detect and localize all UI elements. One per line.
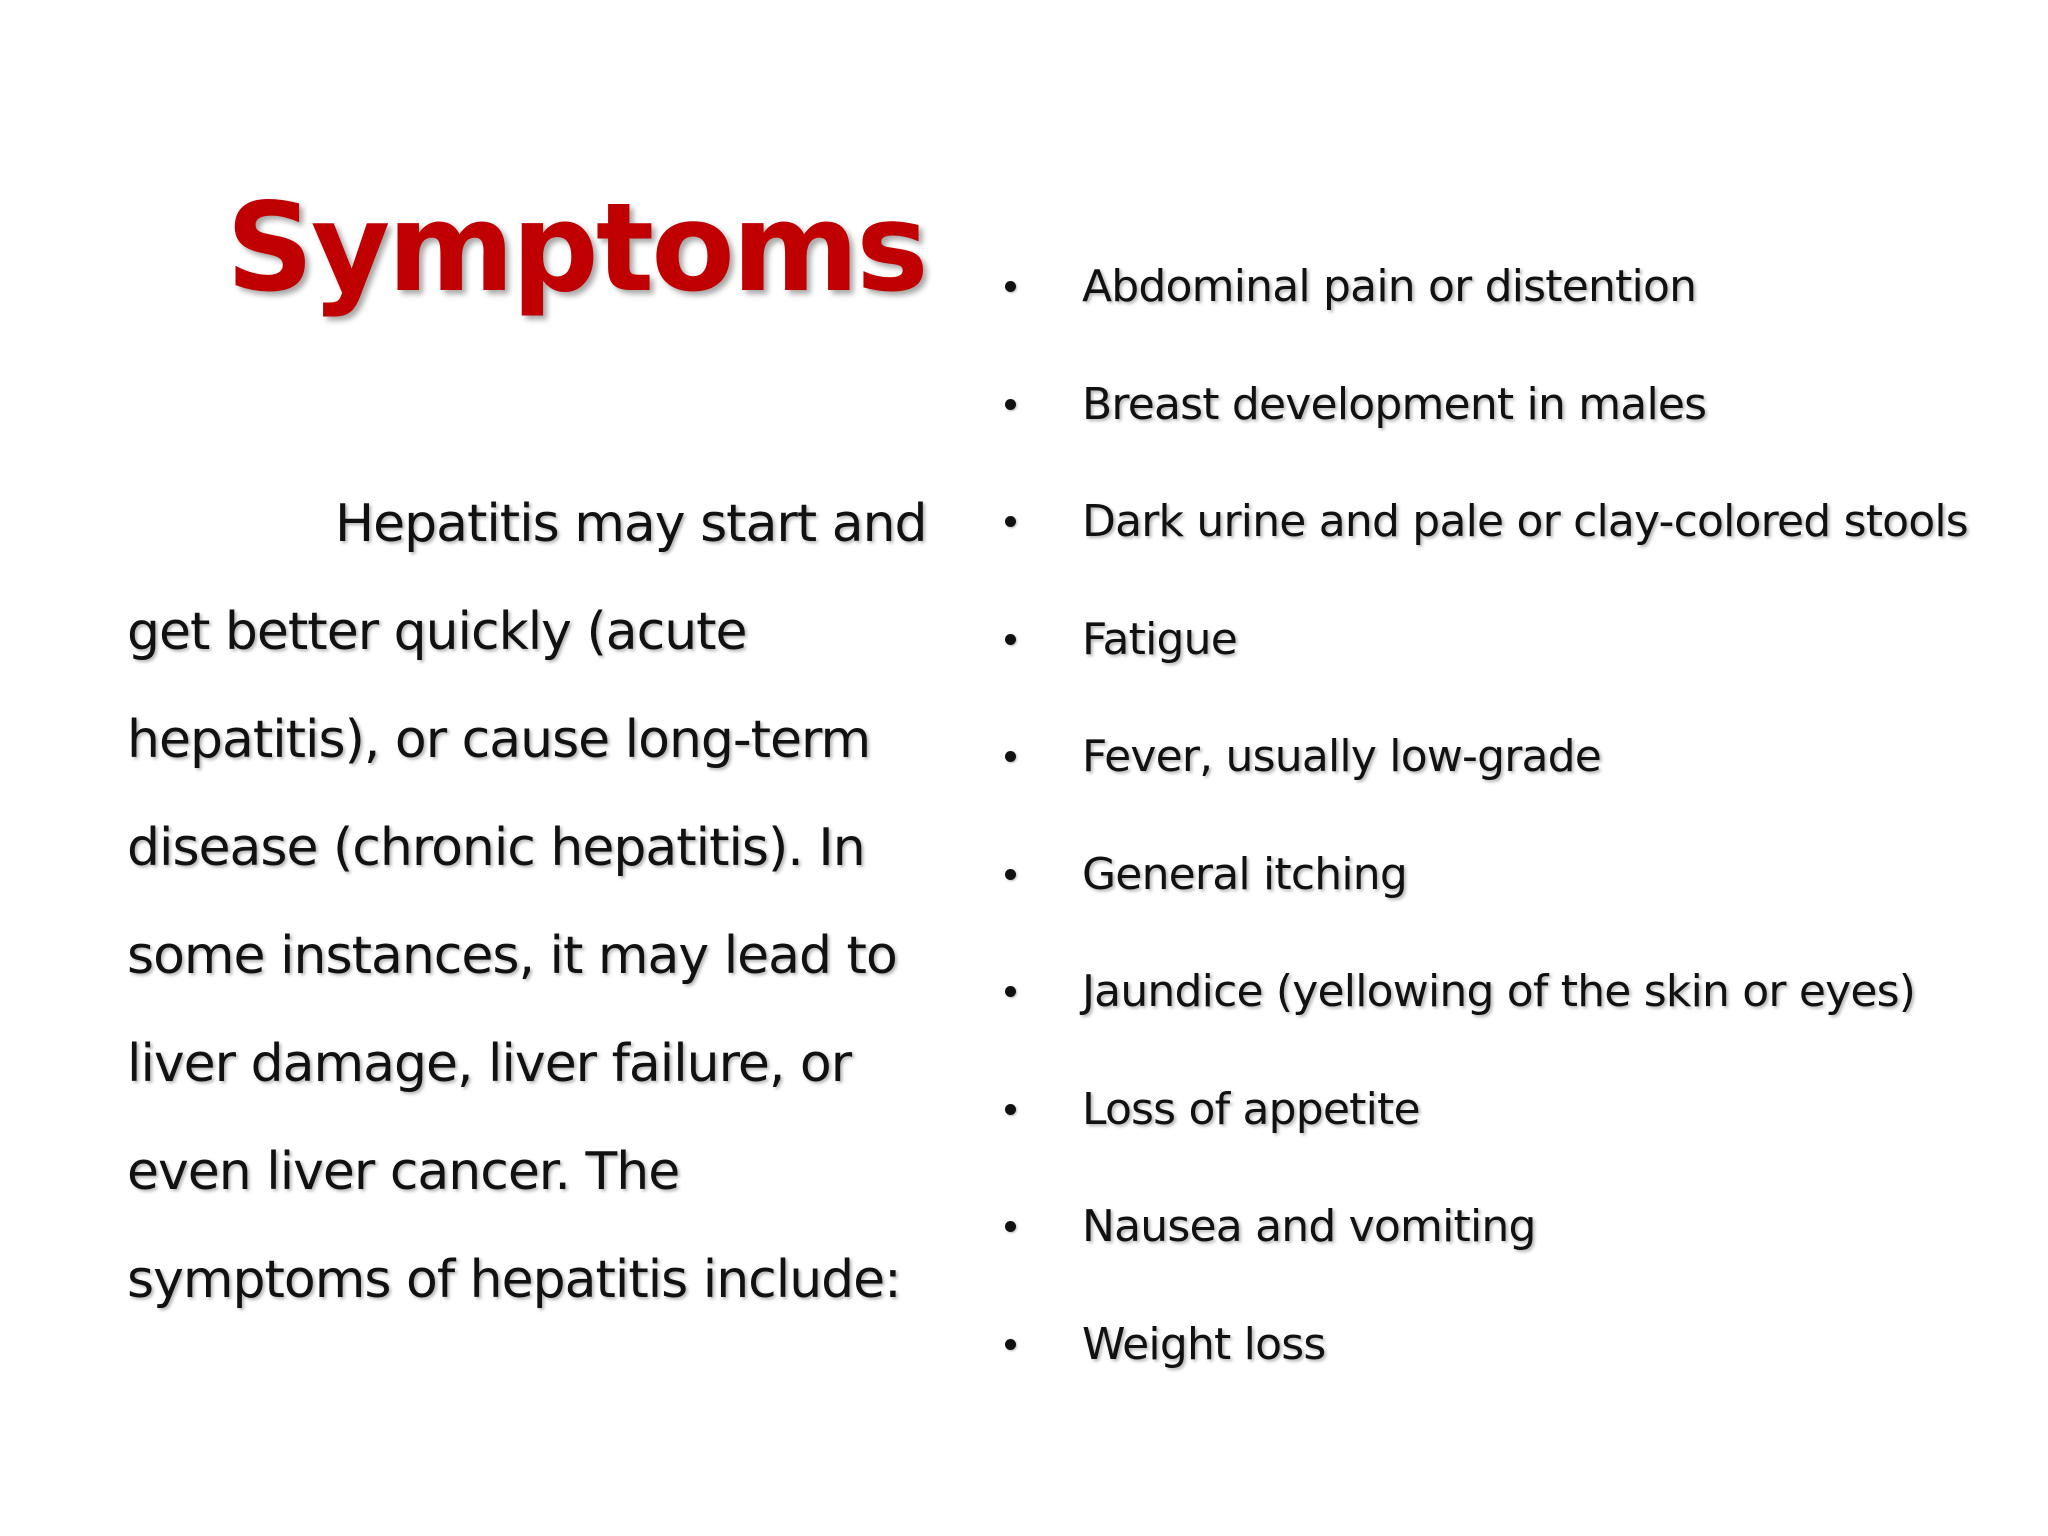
bullet-icon: [1005, 986, 1016, 997]
symptom-text: Abdominal pain or distention: [1082, 261, 1697, 313]
bullet-icon: [1005, 1339, 1016, 1350]
list-item: [1000, 228, 2010, 346]
bullet-icon: [1005, 1104, 1016, 1115]
symptom-text: Nausea and vomiting: [1082, 1201, 1536, 1253]
list-item: [1000, 581, 2010, 699]
symptom-text: Jaundice (yellowing of the skin or eyes): [1082, 966, 1916, 1018]
symptom-text: Fatigue: [1082, 613, 1237, 665]
bullet-icon: [1005, 634, 1016, 645]
symptom-text: Weight loss: [1082, 1318, 1326, 1370]
symptom-text: Loss of appetite: [1082, 1083, 1420, 1135]
bullet-icon: [1005, 399, 1016, 410]
bullet-icon: [1005, 1221, 1016, 1232]
bullet-icon: [1005, 516, 1016, 527]
list-item: [1000, 698, 2010, 816]
list-item: [1000, 816, 2010, 934]
bullet-icon: [1005, 751, 1016, 762]
list-item: [1000, 1286, 2010, 1404]
list-item: [1000, 1168, 2010, 1286]
intro-paragraph: Hepatitis may start and get better quickly (acute hepatitis), or cause long-term disease (chronic hepatitis). In some instances, it may lead to liver damage, liver failure, or even liver cancer. The symptoms of hepatitis include:: [127, 494, 927, 1310]
list-item: [1000, 933, 2010, 1051]
symptom-text: Dark urine and pale or clay-colored stools: [1082, 496, 1968, 548]
symptom-text: General itching: [1082, 848, 1407, 900]
symptom-text: Fever, usually low-grade: [1082, 731, 1602, 783]
list-item: [1000, 1051, 2010, 1169]
symptom-list: [1000, 228, 2010, 1403]
bullet-icon: [1005, 869, 1016, 880]
slide-title: Symptoms: [226, 177, 926, 319]
list-item: [1000, 346, 2010, 464]
bullet-icon: [1005, 281, 1016, 292]
symptom-text: Breast development in males: [1082, 378, 1707, 430]
list-item: [1000, 463, 2010, 581]
